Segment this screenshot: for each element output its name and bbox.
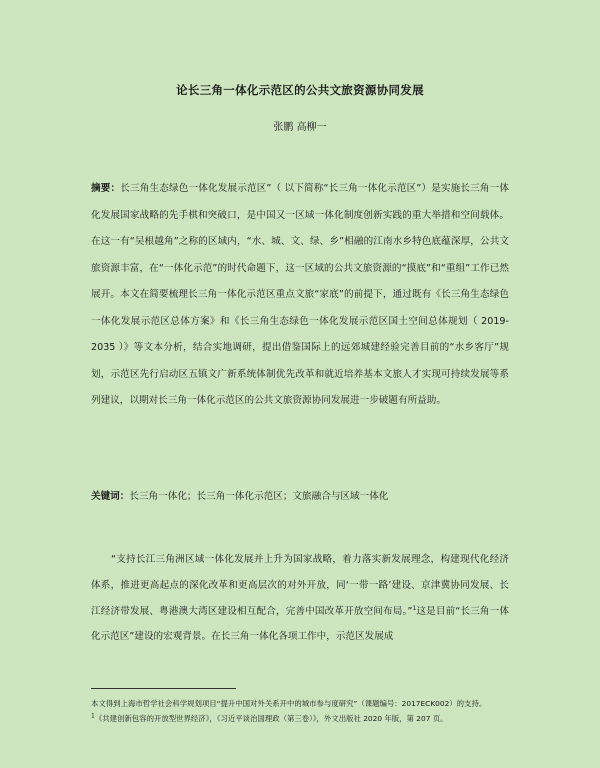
body-paragraph [91, 547, 509, 650]
footnote-reference: 1 [412, 604, 417, 612]
abstract-paragraph [91, 176, 509, 415]
abstract-label: 摘要： [91, 183, 121, 194]
footnote-funding: 本文得到上海市哲学社会科学规划项目“提升中国对外关系开中的城市参与度研究”（课题编号：2017ECK002）的支持。 [91, 699, 487, 708]
keywords-paragraph [91, 484, 509, 510]
footnotes [91, 697, 515, 726]
keywords-label: 关键词： [91, 491, 130, 502]
footnote-divider [91, 688, 236, 689]
footnote-1-text: 《共建创新包容的开放型世界经济》，《习近平谈治国理政（第三卷）》，外文出版社 2020 年版，第 207 页。 [94, 713, 448, 723]
abstract-text: 长三角生态绿色一体化发展示范区”（ 以下简称“长三角一体化示范区”）是实施长三角一体化发展国家战略的先手棋和突破口，是中国又一区域一体化制度创新实践的重大举措和空间载体。在这一有“吴根越角”之称的区域内，“水、城、文、绿、乡”相融的江南水乡特色底蕴深厚，公共文旅资源丰富，在“一体化示范”的时代命题下，这一区域的公共文旅资源的“摸底”和“重组”工作已然展开。本文在简要梳理长三角一体化示范区重点文旅“家底”的前提下，通过既有《长三角生态绿色一体化发展示范区总体方案》和《长三角生态绿色一体化发展示范区国土空间总体规划（ 2019-2035 ）》等文本分析，结合实地调研，提出借鉴国际上的远郊城建经验完善目前的“水乡客厅”规划，示范区先行启动区五镇文广新系统体制优先改革和就近培养基本文旅人才实现可持续发展等系列建议，以期对长三角一体化示范区的公共文旅资源协同发展进一步破题有所益助。 [91, 183, 510, 406]
body-text-part-2: 这是目前“长三角一体化示范区”建设的宏观背景。在长三角一体化各项工作中，示范区发展成 [91, 605, 509, 643]
footnote-1 [91, 712, 515, 727]
paper-authors: 张鹏 高柳一 [273, 122, 327, 133]
footnote-1-mark: 1 [91, 712, 95, 720]
body-text-part-1: “支持长江三角洲区域一体化发展并上升为国家战略，着力落实新发展理念，构建现代化经济体系，推进更高起点的深化改革和更高层次的对外开放，同‘一带一路’建设、京津冀协同发展、长江经济带发展、粤港澳大湾区建设相互配合，完善中国改革开放空间布局。” [91, 554, 509, 617]
keywords-text: 长三角一体化；长三角一体化示范区；文旅融合与区域一体化 [129, 491, 389, 502]
paper-title: 论长三角一体化示范区的公共文旅资源协同发展 [176, 83, 424, 97]
